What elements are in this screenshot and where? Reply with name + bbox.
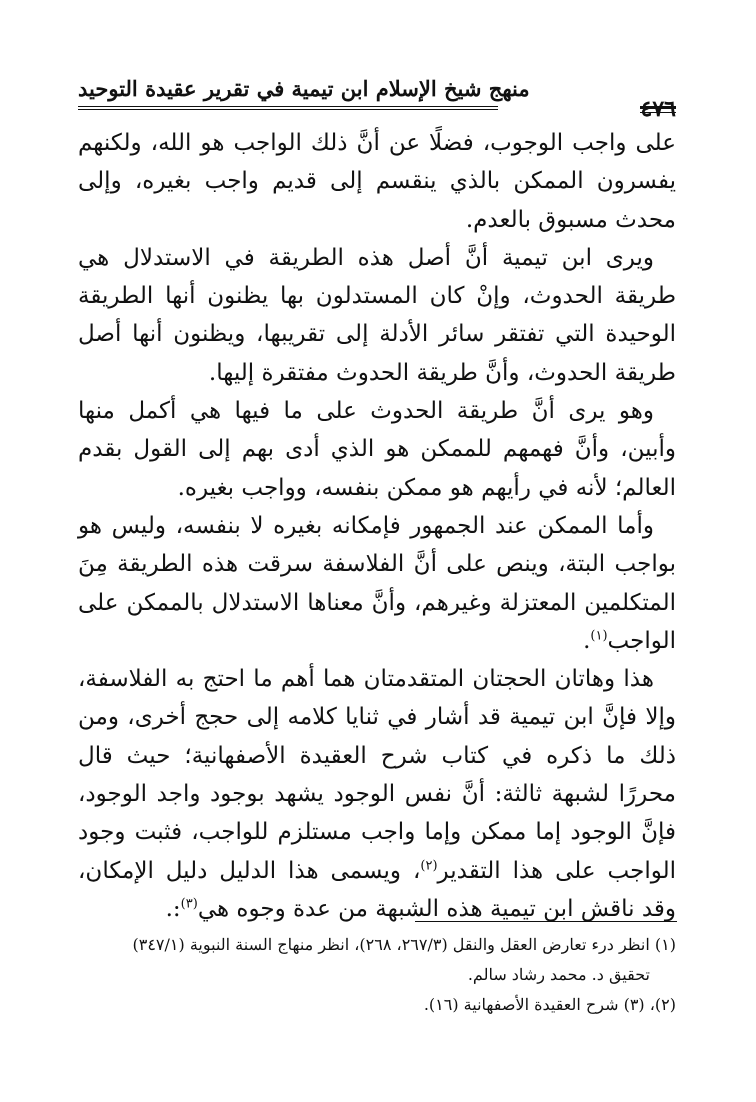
- footnote-separator: [415, 921, 677, 922]
- footnote: (٢)، (٣) شرح العقيدة الأصفهانية (١٦).: [423, 995, 676, 1014]
- paragraph: [78, 124, 676, 239]
- footnote-reference[interactable]: (٢): [420, 857, 438, 873]
- header-rule: [78, 106, 498, 110]
- page-number: ٤٧٦: [640, 96, 676, 122]
- paragraph-text-end: :.: [165, 895, 181, 922]
- paragraph: [78, 660, 676, 928]
- paragraph: [78, 392, 676, 507]
- paragraph: [78, 239, 676, 392]
- page-number-rule-thin: [640, 112, 676, 113]
- paragraph: [78, 507, 676, 660]
- paragraph-text-cont: ، ويسمى هذا الدليل دليل الإمكان، وقد ناقش ابن تيمية هذه الشبهة من عدة وجوه هي: [78, 857, 676, 922]
- footnote: (١) انظر درء تعارض العقل والنقل (٢٦٧/٣، ٢٦٨)، انظر منهاج السنة النبوية (٣٤٧/١): [132, 935, 676, 954]
- paragraph-text: وهو يرى أنَّ طريقة الحدوث على ما فيها هي أكمل منها وأبين، وأنَّ فهمهم للممكن هو الذي أدى بهم إلى القول بقدم العالم؛ لأنه في رأيهم هو ممكن بنفسه، وواجب بغيره.: [78, 398, 676, 501]
- paragraph-text: هذا وهاتان الحجتان المتقدمتان هما أهم ما احتج به الفلاسفة، وإلا فإنَّ ابن تيمية قد أشار في ثنايا كلامه إلى حجج أخرى، ومن ذلك ما ذكره في كتاب شرح العقيدة الأصفهانية؛ حيث قال محررًا لشبهة ثالثة: أنَّ نفس الوجود يشهد بوجود واجد الوجود، فإنَّ الوجود إما ممكن وإما واجب مستلزم للواجب، فثبت وجود الواجب على هذا التقدير: [78, 666, 676, 884]
- footnote-reference[interactable]: (١): [590, 628, 608, 644]
- page-number-rule: [640, 106, 676, 109]
- footnotes: [78, 930, 676, 1020]
- paragraph-text: على واجب الوجوب، فضلًا عن أنَّ ذلك الواجب هو الله، ولكنهم يفسرون الممكن بالذي ينقسم إلى قديم واجب بغيره، وإلى محدث مسبوق بالعدم.: [78, 130, 676, 233]
- footnote-reference[interactable]: (٣): [180, 896, 198, 912]
- footnote-continuation: تحقيق د. محمد رشاد سالم.: [467, 965, 650, 984]
- paragraph-text-end: .: [583, 627, 591, 654]
- book-title: منهج شيخ الإسلام ابن تيمية في تقرير عقيدة التوحيد: [78, 76, 530, 101]
- main-text: [78, 124, 676, 928]
- paragraph-text: وأما الممكن عند الجمهور فإمكانه بغيره لا بنفسه، وليس هو بواجب البتة، وينص على أنَّ الفلاسفة سرقت هذه الطريقة مِنَ المتكلمين المعتزلة وغيرهم، وأنَّ معناها الاستدلال بالممكن على الواجب: [78, 512, 676, 654]
- paragraph-text: ويرى ابن تيمية أنَّ أصل هذه الطريقة في الاستدلال هي طريقة الحدوث، وإنْ كان المستدلون بها يظنون أنها الطريقة الوحيدة التي تفتقر سائر الأدلة إلى تقريبها، ويظنون أنها أصل طريقة الحدوث، وأنَّ طريقة الحدوث مفتقرة إليها.: [78, 244, 676, 386]
